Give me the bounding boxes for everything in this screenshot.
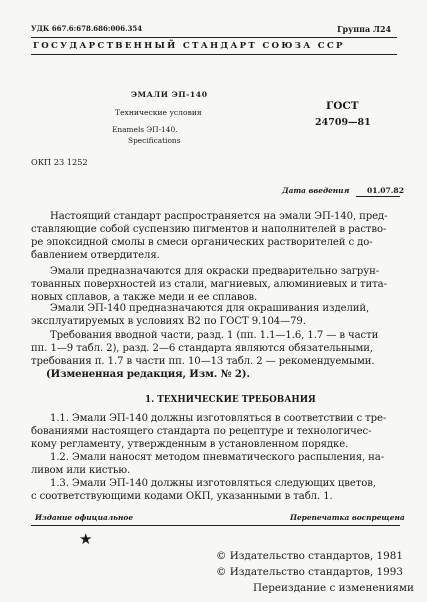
intro-paragraph-2-line-1: Эмали предназначаются для окраски предварительно загрун- — [50, 266, 380, 277]
section-1-1-line-2: бованиями настоящего стандарта по рецептуре и технологичес- — [31, 426, 372, 437]
header-rule-top — [31, 37, 397, 38]
intro-date-label: Дата введения — [282, 186, 350, 195]
intro-paragraph-2-line-2: тованных поверхностей из стали, магниевых, алюминиевых и тита- — [31, 279, 387, 290]
official-edition-label: Издание официальное — [35, 513, 134, 522]
intro-paragraph-3-line-1: Эмали ЭП-140 предназначаются для окрашивания изделий, — [50, 303, 370, 314]
english-subtitle: Specifications — [128, 136, 181, 145]
section-1-1-line-1: 1.1. Эмали ЭП-140 должны изготовляться в соответствии с тре- — [50, 413, 387, 424]
intro-paragraph-4-line-3: требования п. 1.7 в части пп. 10—13 табл. 2 — рекомендуемыми. — [31, 356, 375, 367]
reissue-note: Переиздание с изменениями — [253, 582, 414, 594]
document-title: ЭМАЛИ ЭП-140 — [131, 90, 208, 99]
intro-paragraph-4-line-1: Требования вводной части, разд. 1 (пп. 1.1—1.6, 1.7 — в части — [50, 330, 379, 341]
intro-paragraph-1-line-1: Настоящий стандарт распространяется на эмали ЭП-140, пред- — [50, 211, 388, 222]
revision-note: (Измененная редакция, Изм. № 2). — [46, 369, 250, 380]
intro-paragraph-1-line-4: бавлением отвердителя. — [31, 250, 160, 261]
intro-paragraph-3-line-2: эксплуатируемых в условиях В2 по ГОСТ 9.104—79. — [31, 316, 306, 327]
section-1-2-line-2: ливом или кистью. — [31, 465, 131, 476]
section-1-1-line-3: кому регламенту, утвержденным в установленном порядке. — [31, 439, 349, 450]
section-heading: 1. ТЕХНИЧЕСКИЕ ТРЕБОВАНИЯ — [145, 395, 316, 405]
intro-date-underline — [356, 196, 400, 197]
section-1-3-line-1: 1.3. Эмали ЭП-140 должны изготовляться следующих цветов, — [50, 478, 376, 489]
group-code: Группа Л24 — [337, 24, 392, 34]
document-subtitle: Технические условия — [115, 108, 202, 117]
copyright-1981: © Издательство стандартов, 1981 — [216, 550, 403, 562]
intro-paragraph-4-line-2: пп. 1—9 табл. 2), разд. 2—6 стандарта являются обязательными, — [31, 343, 373, 354]
intro-paragraph-1-line-2: ставляющие собой суспензию пигментов и наполнителей в раство- — [31, 224, 387, 235]
intro-date-value: 01.07.82 — [367, 186, 404, 195]
star-icon: ★ — [79, 530, 93, 548]
section-1-2-line-1: 1.2. Эмали наносят методом пневматического распыления, на- — [50, 452, 385, 463]
english-title: Enamels ЭП-140. — [112, 125, 178, 134]
gost-label: ГОСТ — [326, 100, 359, 112]
section-1-3-line-2: с соответствующими кодами ОКП, указанными в табл. 1. — [31, 491, 333, 502]
copyright-1993: © Издательство стандартов, 1993 — [216, 566, 403, 578]
intro-paragraph-1-line-3: ре эпоксидной смолы в смеси органических растворителей с до- — [31, 237, 373, 248]
udk-code: УДК 667.6:678.686:006.354 — [31, 24, 143, 33]
footer-rule — [31, 525, 400, 526]
reprint-prohibited-label: Перепечатка воспрещена — [290, 513, 405, 522]
header-rule-bottom — [31, 54, 397, 55]
standard-banner: ГОСУДАРСТВЕННЫЙ СТАНДАРТ СОЮЗА ССР — [33, 41, 345, 51]
okp-code: ОКП 23 1252 — [31, 157, 88, 167]
intro-paragraph-2-line-3: новых сплавов, а также меди и ее сплавов. — [31, 292, 258, 303]
gost-number: 24709—81 — [315, 117, 371, 128]
